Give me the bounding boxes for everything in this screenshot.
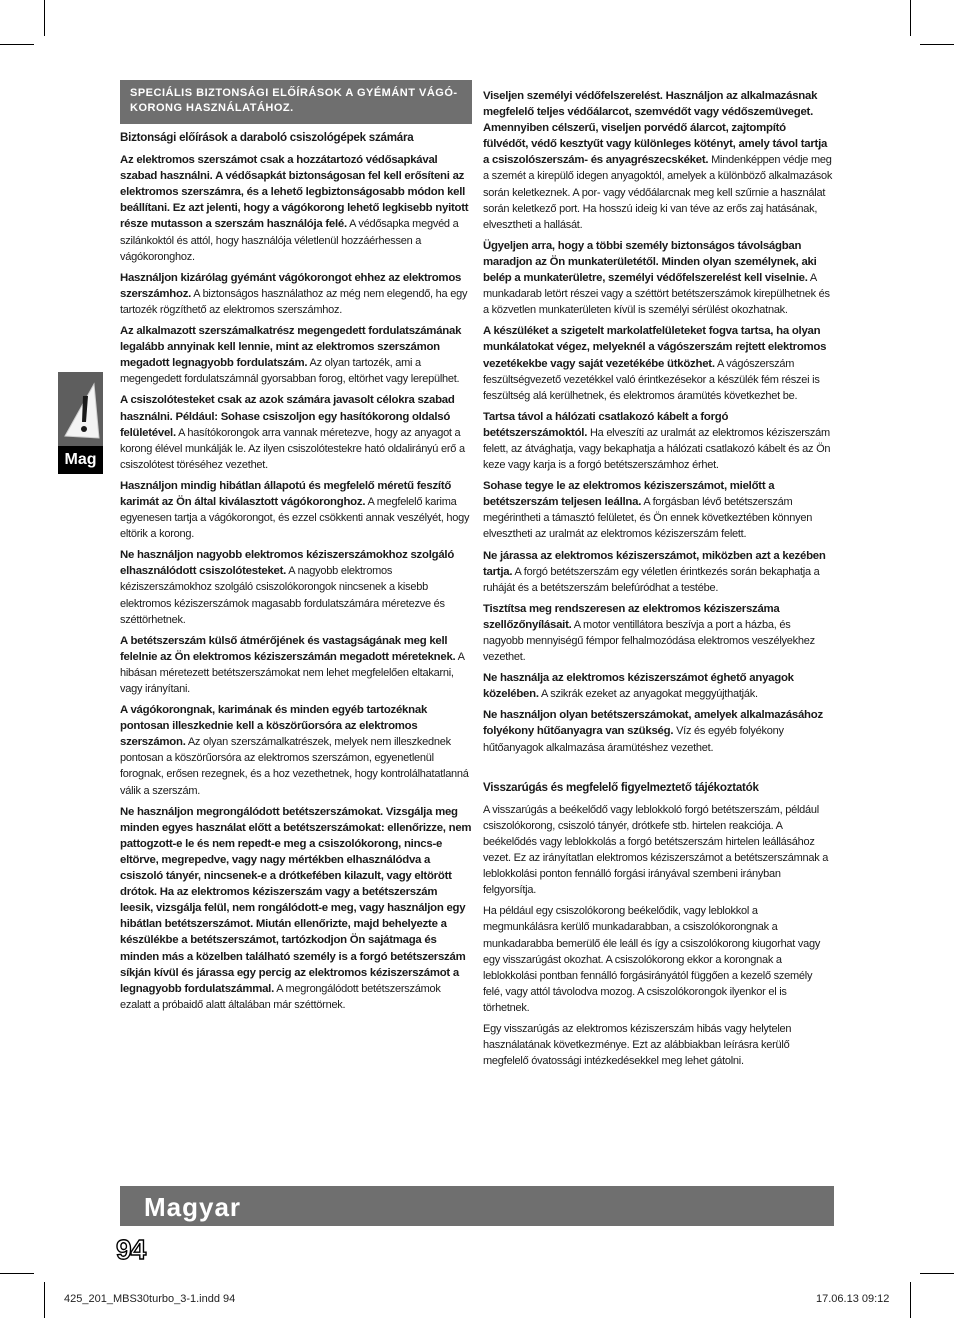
paragraph-bold-text: A csiszolótesteket csak az azok számára javasolt célokra szabad használni. Például: Sohase csiszoljon egy hasítókorong oldalsó felületével. — [120, 394, 455, 439]
paragraph — [483, 238, 833, 318]
language-tag: Mag — [58, 446, 103, 474]
paragraph — [120, 478, 472, 542]
paragraph-normal-text: Az olyan szerszámalkatrészek, melyek nem illeszkednek pontosan a köszörűorsóra az elektromos szerszámon, egyenetlenül forognak, erősen rezegnek, és a hoz vezethetnek, hogy kontrolálhatatlanná válik a szerszám. — [120, 736, 469, 797]
paragraph-bold-text: Ne járassa az elektromos kéziszerszámot, miközben azt a kezében tartja. — [483, 549, 826, 578]
paragraph-normal-text: A megrongálódott betétszerszámok ezalatt a próbaidő alatt általában már széttörnek. — [120, 982, 441, 1011]
paragraph-normal-text: A nagyobb elektromos kéziszerszámokhoz szolgáló csiszolókorongok nincsenek a kisebb elektromos kéziszerszámok magasabb fordulatszámára méretezve és széttörhetnek. — [120, 565, 445, 626]
right-column — [483, 88, 833, 1074]
paragraph — [483, 323, 833, 403]
right-paragraphs — [483, 88, 833, 756]
paragraph-bold-text: A betétszerszám külső átmérőjének és vastagságának meg kell felelnie az Ön elektromos kéziszerszámán megadott méreteknek. — [120, 634, 456, 663]
paragraph — [483, 707, 833, 755]
paragraph — [483, 478, 833, 542]
paragraph-bold-text: Használjon kizárólag gyémánt vágókorongot ehhez az elektromos szerszámhoz. — [120, 271, 462, 300]
paragraph-normal-text: Mindenképpen védje meg a szemét a kirepülő idegen anyagoktól, amelyek a különböző alkalmazások során keletkeznek. A por- vagy védőálarcnak meg kell szűrnie a használat során keletkező port. Ha hosszú ideig ki van téve az erős zaj hatásának, elvesztheti a hallását. — [483, 154, 833, 231]
paragraph-bold-text: A vágókorongnak, karimának és minden egyéb tartozéknak pontosan illeszkednie kell a köszörűorsóra az elektromos szerszámon. — [120, 704, 428, 749]
crop-mark — [920, 44, 954, 45]
crop-mark — [44, 0, 45, 36]
subsection-heading: Biztonsági előírások a daraboló csiszológépek számára — [120, 131, 414, 144]
paragraph-bold-text: Tartsa távol a hálózati csatlakozó kábelt a forgó betétszerszámoktól. — [483, 410, 729, 439]
paragraph-normal-text: A forgó betétszerszám egy véletlen érintkezés során bekaphatja a ruháját és a betétszerszám belefúródhat a testébe. — [483, 565, 820, 594]
paragraph-bold-text: Tisztítsa meg rendszeresen az elektromos kéziszerszáma szellőzőnyílásait. — [483, 602, 780, 631]
paragraph-normal-text: A védősapka megvéd a szilánkoktól és attól, hogy használója véletlenül hozzáérhessen a vágókoronghoz. — [120, 218, 459, 263]
paragraph-normal-text: A motor ventillátora beszívja a port a házba, és nagyobb mennyiségű fémpor felhalmozódása elektromos veszélyekhez vezethet. — [483, 618, 815, 664]
paragraph — [483, 601, 833, 665]
exclamation-triangle-icon — [59, 380, 102, 442]
paragraph-bold-text: Használjon mindig hibátlan állapotú és megfelelő méretű feszítő karimát az Ön által kiválasztott vágókoronghoz. — [120, 479, 452, 508]
section-title: SPECIÁLIS BIZTONSÁGI ELŐÍRÁSOK A GYÉMÁNT VÁGÓ-KORONG HASZNÁLATÁHOZ. — [120, 80, 472, 124]
paragraph-normal-text: A forgásban lévő betétszerszám megérintheti a támasztó felületet, és Ön ennek következtében könnyen elvesztheti az uralmát az elektromos kéziszerszám felett. — [483, 496, 813, 541]
footer-timestamp: 17.06.13 09:12 — [816, 1293, 890, 1305]
crop-mark — [910, 0, 911, 36]
paragraph — [483, 548, 833, 596]
paragraph — [120, 270, 472, 318]
paragraph-bold-text: Ne használjon nagyobb elektromos kéziszerszámokhoz szolgáló elhasználódott csiszolótesteket. — [120, 549, 455, 578]
paragraph-normal-text: A megfelelő karima egyenesen tartja a vágókorongot, és ezzel csökkenti annak veszélyét, hogy eltörik a korong. — [120, 495, 470, 541]
paragraph-bold-text: Ne használjon megrongálódott betétszerszámokat. Vizsgálja meg minden egyes használat előtt a betétszerszámokat: ellenőrizze, nem pattogzott-e le és nem repedt-e meg a csiszolókorong, nincs-e eltörve, megrepedve, vagy nagy mértékben elhasználódva a csiszoló tányér, nincsenek-e a drótkefében kilazult, vagy eltörött drótok. Ha az elektromos kéziszerszám vagy a betétszerszám leesik, vizsgálja felül, nem rongálódott-e meg, vagy használjon egy hibátlan betétszerszámot. Miután ellenőrizte, majd behelyezte a készülékbe a betétszerszámot, tartózkodjon Ön sajátmaga és minden más a közelben található személy is a forgó betétszerszám síkján kívül és járassa egy percig az elektromos kéziszerszámot a legnagyobb fordulatszámmal. — [120, 805, 472, 995]
paragraph-normal-text: A hasítókorongok arra vannak méretezve, hogy az anyagot a korong élével munkálják le. Az ilyen csiszolótestekre ható oldalirányú erő a csiszolótest töréséhez vezethet. — [120, 426, 465, 471]
paragraph — [483, 409, 833, 473]
kickback-paragraphs — [483, 802, 833, 1070]
crop-mark — [44, 1282, 45, 1318]
paragraph-bold-text: Az alkalmazott szerszámalkatrész megengedett fordulatszámának legalább annyinak kell lennie, mint az elektromos szerszámon megadott legnagyobb fordulatszám. — [120, 325, 462, 370]
paragraph-normal-text: A munkadarab letört részei vagy a széttört betétszerszámok kirepülhetnek és a közvetlen munkaterületen kívül is személyi sérülést okozhatnak. — [483, 272, 830, 317]
paragraph — [120, 804, 472, 1013]
paragraph-normal-text: A szikrák ezeket az anyagokat meggyújthatják. — [538, 688, 758, 701]
kickback-heading: Visszarúgás és megfelelő figyelmeztető tájékoztatók — [483, 780, 759, 794]
paragraph-normal-text: Az olyan tartozék, ami a megengedett fordulatszámnál gyorsabban forog, eltörhet vagy lerepülhet. — [120, 357, 460, 386]
paragraph — [120, 392, 472, 472]
left-paragraphs — [120, 152, 472, 1013]
paragraph — [120, 547, 472, 627]
paragraph — [120, 323, 472, 387]
paragraph-bold-text: Az elektromos szerszámot csak a hozzátartozó védősapkával szabad használni. A védősapkát biztonságosan fel kell erősíteni az elektromos szerszámra, és a lehető legbiztonságosabb módon kell beállítani. Ez azt jelenti, hogy a vágókorong lehető legkisebb nyitott része mutasson a szerszám használója felé. — [120, 154, 469, 231]
paragraph — [120, 702, 472, 799]
paragraph-normal-text: A vágószerszám feszültségvezető vezetékkel való érintkezésekor a készülék fém részei is feszültség alá kerülhetnek, és elektromos áramütés következhet be. — [483, 357, 820, 402]
paragraph-normal-text: Víz és egyéb folyékony hűtőanyagok alkalmazása áramütéshez vezethet. — [483, 725, 784, 754]
warning-tab — [58, 372, 103, 474]
paragraph-bold-text: Viseljen személyi védőfelszerelést. Használjon az alkalmazásnak megfelelő teljes védőálarcot, szemvédőt vagy védőszemüveget. Amennyiben célszerű, viseljen porvédő álarcot, zajtompító fülvédőt, védő kesztyűt vagy különleges kötényt, amely távol tartja a csiszolószerszám- és anyagrészecskéket. — [483, 90, 828, 167]
paragraph-bold-text: Sohase tegye le az elektromos kéziszerszámot, mielőtt a betétszerszám teljesen leállna. — [483, 480, 775, 509]
paragraph-normal-text: Ha elveszíti az uralmát az elektromos kéziszerszám felett, az átvághatja, vagy bekaphatja a hálózati csatlakozó kábelt és az Ön keze vagy karja is a forgó betétszerszámhoz érhet. — [483, 426, 831, 472]
crop-mark — [0, 1273, 34, 1274]
paragraph-bold-text: Ne használja az elektromos kéziszerszámot éghető anyagok közelében. — [483, 672, 794, 701]
crop-mark — [910, 1282, 911, 1318]
paragraph-bold-text: Ügyeljen arra, hogy a többi személy biztonságos távolságban maradjon az Ön munkaterületétől. Minden olyan személynek, aki belép a munkaterületre, személyi védőfelszerelést kell viselnie. — [483, 239, 817, 285]
paragraph-bold-text: Ne használjon olyan betétszerszámokat, amelyek alkalmazásához folyékony hűtőanyagra van szükség. — [483, 709, 823, 738]
page-number: 94 — [116, 1234, 146, 1265]
paragraph — [483, 88, 833, 233]
crop-mark — [920, 1273, 954, 1274]
paragraph-bold-text: A készüléket a szigetelt markolatfelületeket fogva tartsa, ha olyan munkálatokat végez, melyeknél a vágószerszám rejtett elektromos vezetékekbe vagy saját vezetékébe ütközhet. — [483, 325, 827, 370]
paragraph-normal-text: A biztonságos használathoz az még nem elegendő, ha egy tartozék rögzíthető az elektromos szerszámhoz. — [120, 287, 468, 316]
paragraph-normal-text: A hibásan méretezett betétszerszámokat nem lehet megfelelően eltakarni, vagy irányítani. — [120, 650, 465, 695]
crop-mark — [0, 44, 34, 45]
paragraph: A visszarúgás a beékelődő vagy leblokkoló forgó betétszerszám, például csiszolókorong, csiszoló tányér, drótkefe stb. hirtelen reakciója. A beékelődés vagy leblokkolás a forgó betétszerszám hirtelen leállásához vezet. Ez az irányítatlan elektromos kéziszerszámot a betétszerszámnak a leblokkolási ponton fennálló forgási irányával szembeni irányban felgyorsítja. — [483, 803, 829, 897]
paragraph: Ha például egy csiszolókorong beékelődik, vagy leblokkol a megmunkálásra kerülő munkadarabban, a csiszolókorongnak a munkadarabba bemerülő éle leáll és így a csiszolókorong kiugorhat vagy egy visszarúgást okozhat. A csiszolókorong ekkor a korongnak a leblokkolási pontban fennálló forgásirányától függően a kezelő személy felé, vagy attól távolodva mozog. A csiszolókorongok ilyenkor el is törhetnek. — [483, 905, 821, 1014]
paragraph: Egy visszarúgás az elektromos kéziszerszám hibás vagy helytelen használatának következménye. Ezt az alábbiakban leírásra kerülő megfelelő óvatossági intézkedésekkel meg lehet gátolni. — [483, 1022, 792, 1068]
footer-file-info: 425_201_MBS30turbo_3-1.indd 94 — [64, 1293, 236, 1305]
paragraph — [120, 152, 472, 265]
paragraph — [120, 633, 472, 697]
paragraph — [483, 670, 833, 702]
left-column — [120, 130, 472, 1018]
language-bar: Magyar — [120, 1186, 834, 1226]
